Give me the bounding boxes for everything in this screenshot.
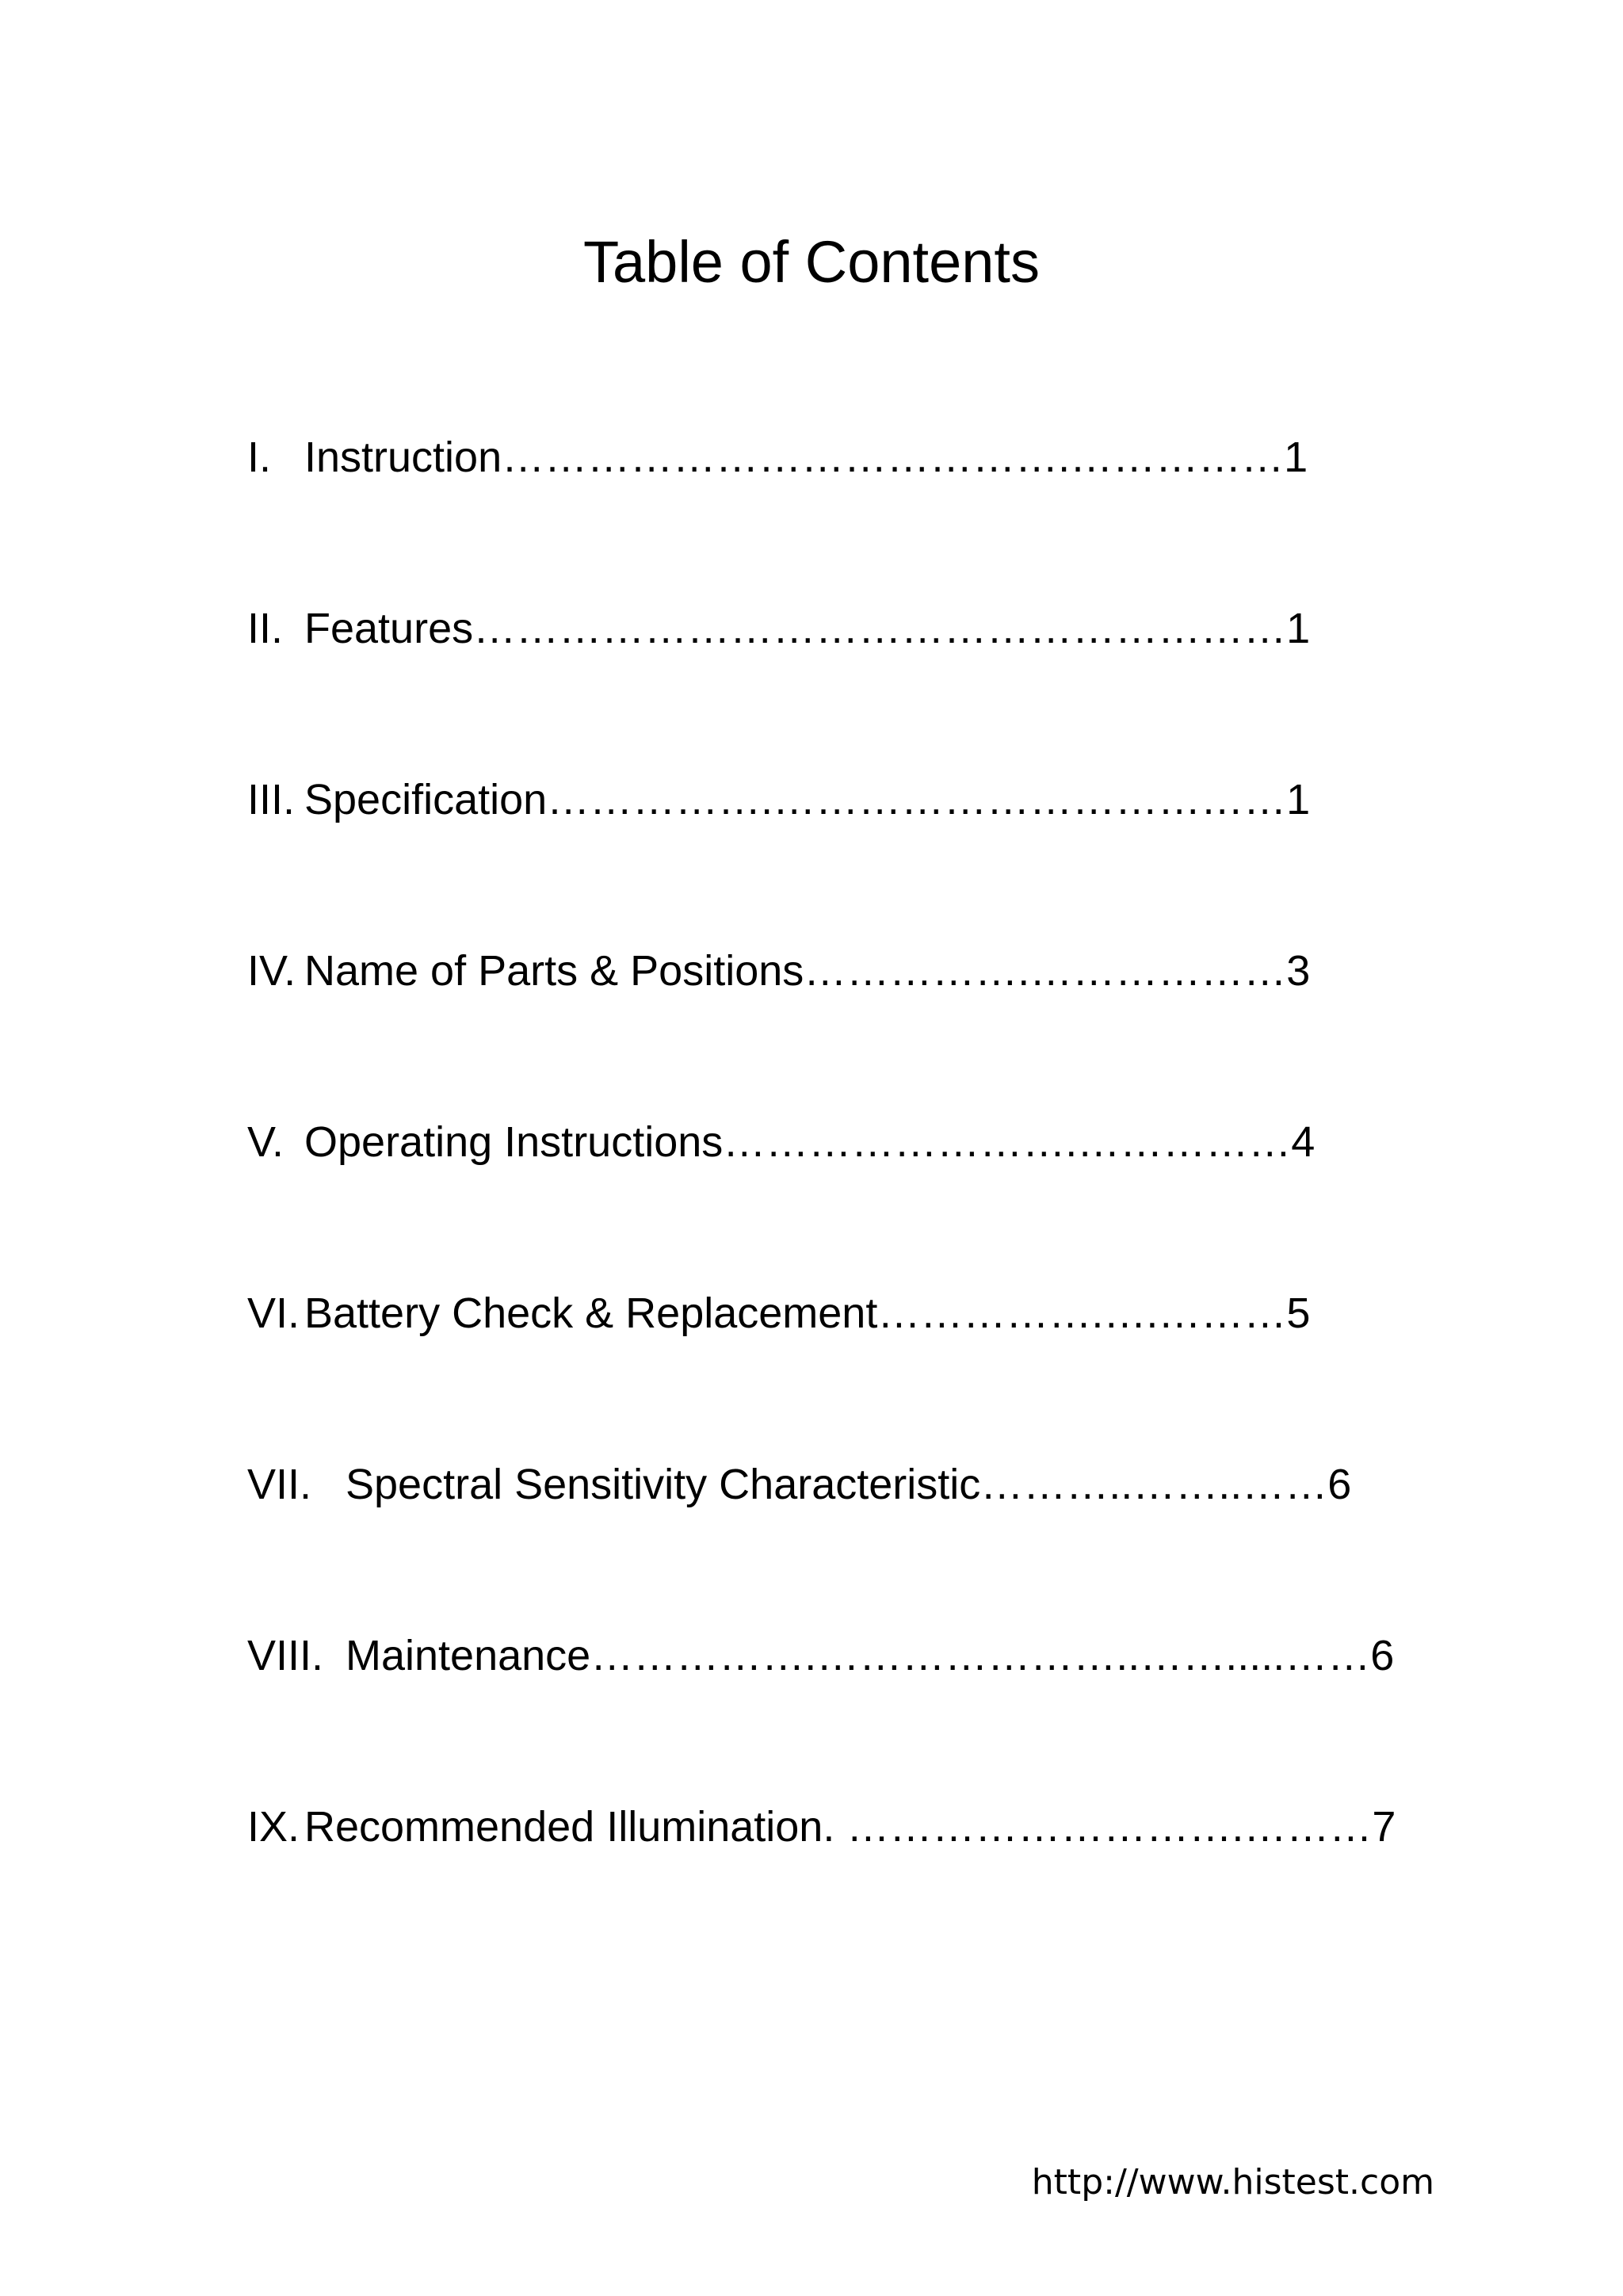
toc-entry-text: Name of Parts & Positions…………….………………3 [304, 947, 1311, 995]
toc-numeral: V. [247, 1118, 285, 1166]
toc-numeral: IX. [247, 1803, 300, 1851]
toc-entry-text: Recommended Illumination. ……………………….………7 [304, 1803, 1396, 1851]
toc-numeral: I. [247, 434, 272, 481]
toc-entry-text: Spectral Sensitivity Characteristic………..……..……6 [346, 1461, 1352, 1508]
toc-entry-text: Specification…………….………………………………1 [304, 776, 1311, 823]
toc-entry-specification[interactable] [247, 764, 1388, 935]
toc-entry-text: Operating Instructions…………………….……………4 [304, 1118, 1316, 1166]
toc-entry-recommended-illumination[interactable] [247, 1791, 1396, 1962]
toc-entry-name-of-parts[interactable] [247, 935, 1388, 1106]
toc-entry-operating-instructions[interactable] [247, 1106, 1388, 1278]
toc-entry-instruction[interactable] [247, 422, 1388, 593]
table-of-contents [247, 422, 1396, 1962]
toc-numeral: II. [247, 605, 284, 652]
toc-numeral: IV. [247, 947, 296, 995]
toc-numeral: VII. [247, 1461, 312, 1508]
toc-numeral: III. [247, 776, 296, 823]
toc-entry-battery-check[interactable] [247, 1278, 1388, 1449]
toc-entry-spectral-sensitivity[interactable] [247, 1449, 1388, 1620]
toc-entry-features[interactable] [247, 593, 1388, 764]
page-title: Table of Contents [583, 229, 1040, 295]
toc-entry-text: Features…………………………………………………1 [304, 605, 1311, 652]
toc-numeral: VIII. [247, 1632, 324, 1679]
toc-entry-text: Battery Check & Replacement…………….….………5 [304, 1289, 1311, 1337]
toc-numeral: VI. [247, 1289, 300, 1337]
footer-url[interactable]: http://www.histest.com [1031, 2162, 1434, 2202]
toc-entry-text: Instruction………………………………….……………1 [304, 434, 1308, 481]
toc-entry-text: Maintenance…………….…………………..…….....……6 [346, 1632, 1395, 1679]
toc-entry-maintenance[interactable] [247, 1620, 1395, 1791]
